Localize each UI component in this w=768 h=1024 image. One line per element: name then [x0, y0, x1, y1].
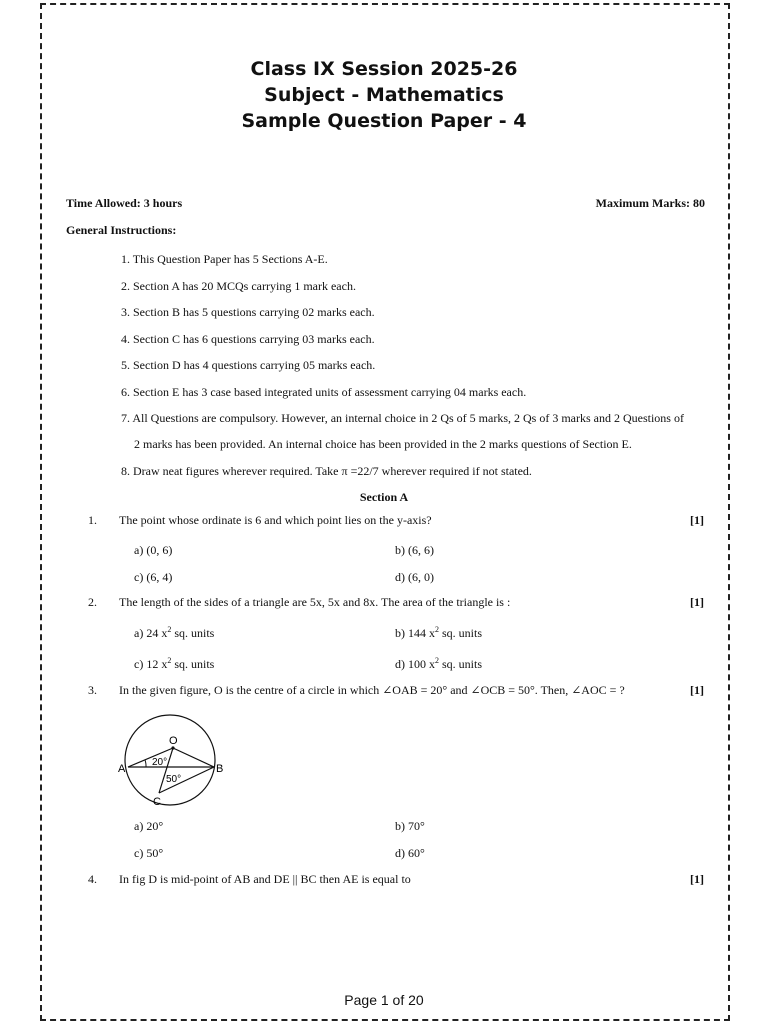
option-c	[134, 656, 214, 672]
instruction-item: 2. Section A has 20 MCQs carrying 1 mark each.	[121, 279, 356, 293]
option-a: a) 20°	[134, 819, 164, 833]
page-border	[40, 3, 730, 1021]
question-text: In the given figure, O is the centre of a circle in which ∠OAB = 20° and ∠OCB = 50°. Then, ∠AOC = ?	[119, 683, 625, 697]
instruction-item: 6. Section E has 3 case based integrated units of assessment carrying 04 marks each.	[121, 385, 527, 399]
option-d: d) (6, 0)	[395, 570, 434, 584]
option-coefficient: 24 x	[146, 626, 168, 640]
option-unit: sq. units	[439, 626, 483, 640]
time-allowed: Time Allowed: 3 hours	[66, 196, 183, 210]
section-title: Section A	[359, 490, 409, 504]
instruction-item-continued: 2 marks has been provided. An internal choice has been provided in the 2 marks questions of Section E.	[134, 437, 632, 451]
option-coefficient: 100 x	[408, 657, 435, 671]
option-c: c) (6, 4)	[134, 570, 173, 584]
page-footer: Page 1 of 20	[344, 992, 424, 1008]
instruction-item: 8. Draw neat figures wherever required. Take π =22/7 wherever required if not stated.	[121, 464, 532, 478]
option-exponent: 2	[167, 656, 172, 665]
angle-label-50: 50°	[166, 774, 182, 785]
maximum-marks: Maximum Marks: 80	[595, 196, 705, 210]
title-line-subject: Subject - Mathematics	[264, 84, 504, 106]
instruction-item: 4. Section C has 6 questions carrying 03 marks each.	[121, 332, 375, 346]
question-marks: [1]	[690, 513, 704, 527]
segment-oc	[159, 748, 173, 793]
option-a	[134, 625, 214, 641]
instruction-item: 3. Section B has 5 questions carrying 02 marks each.	[121, 305, 375, 319]
label-b: B	[216, 763, 224, 775]
title-line-paper: Sample Question Paper - 4	[241, 110, 527, 132]
option-unit: sq. units	[171, 657, 215, 671]
question-number: 4.	[88, 872, 97, 886]
option-b: b) (6, 6)	[395, 543, 434, 557]
option-d	[395, 656, 482, 672]
paper-title	[0, 56, 768, 134]
option-exponent: 2	[435, 656, 439, 665]
segment-ob	[173, 748, 214, 767]
question-text: The point whose ordinate is 6 and which point lies on the y-axis?	[119, 513, 432, 527]
label-a: A	[118, 763, 126, 775]
option-coefficient: 144 x	[408, 626, 435, 640]
angle-label-20: 20°	[152, 757, 168, 768]
option-prefix: d)	[395, 657, 405, 671]
option-b	[395, 625, 482, 641]
circle-figure	[116, 700, 226, 812]
instruction-item: 5. Section D has 4 questions carrying 05 marks each.	[121, 358, 376, 372]
option-prefix: c)	[134, 657, 144, 671]
question-marks: [1]	[690, 595, 704, 609]
angle-arc-a	[145, 760, 146, 767]
option-c: c) 50°	[134, 846, 164, 860]
option-exponent: 2	[435, 625, 439, 634]
option-unit: sq. units	[171, 626, 215, 640]
option-prefix: a)	[134, 626, 144, 640]
option-unit: sq. units	[439, 657, 483, 671]
option-b: b) 70°	[395, 819, 425, 833]
question-number: 3.	[88, 683, 97, 697]
instructions-heading: General Instructions:	[66, 223, 177, 237]
question-text: The length of the sides of a triangle are 5x, 5x and 8x. The area of the triangle is :	[119, 595, 511, 609]
question-number: 1.	[88, 513, 97, 527]
question-number: 2.	[88, 595, 97, 609]
label-o: O	[169, 735, 178, 747]
label-c: C	[153, 796, 161, 808]
option-coefficient: 12 x	[146, 657, 168, 671]
question-marks: [1]	[690, 683, 704, 697]
question-marks: [1]	[690, 872, 704, 886]
circle-outline	[125, 715, 215, 805]
option-d: d) 60°	[395, 846, 425, 860]
option-exponent: 2	[167, 625, 172, 634]
option-a: a) (0, 6)	[134, 543, 173, 557]
instruction-item: 1. This Question Paper has 5 Sections A-E.	[121, 252, 328, 266]
title-line-class: Class IX Session 2025-26	[250, 58, 518, 80]
question-text: In fig D is mid-point of AB and DE || BC then AE is equal to	[119, 872, 411, 886]
instruction-item: 7. All Questions are compulsory. However, an internal choice in 2 Qs of 5 marks, 2 Qs of 3 marks and 2 Questions of	[121, 411, 684, 425]
option-prefix: b)	[395, 626, 405, 640]
